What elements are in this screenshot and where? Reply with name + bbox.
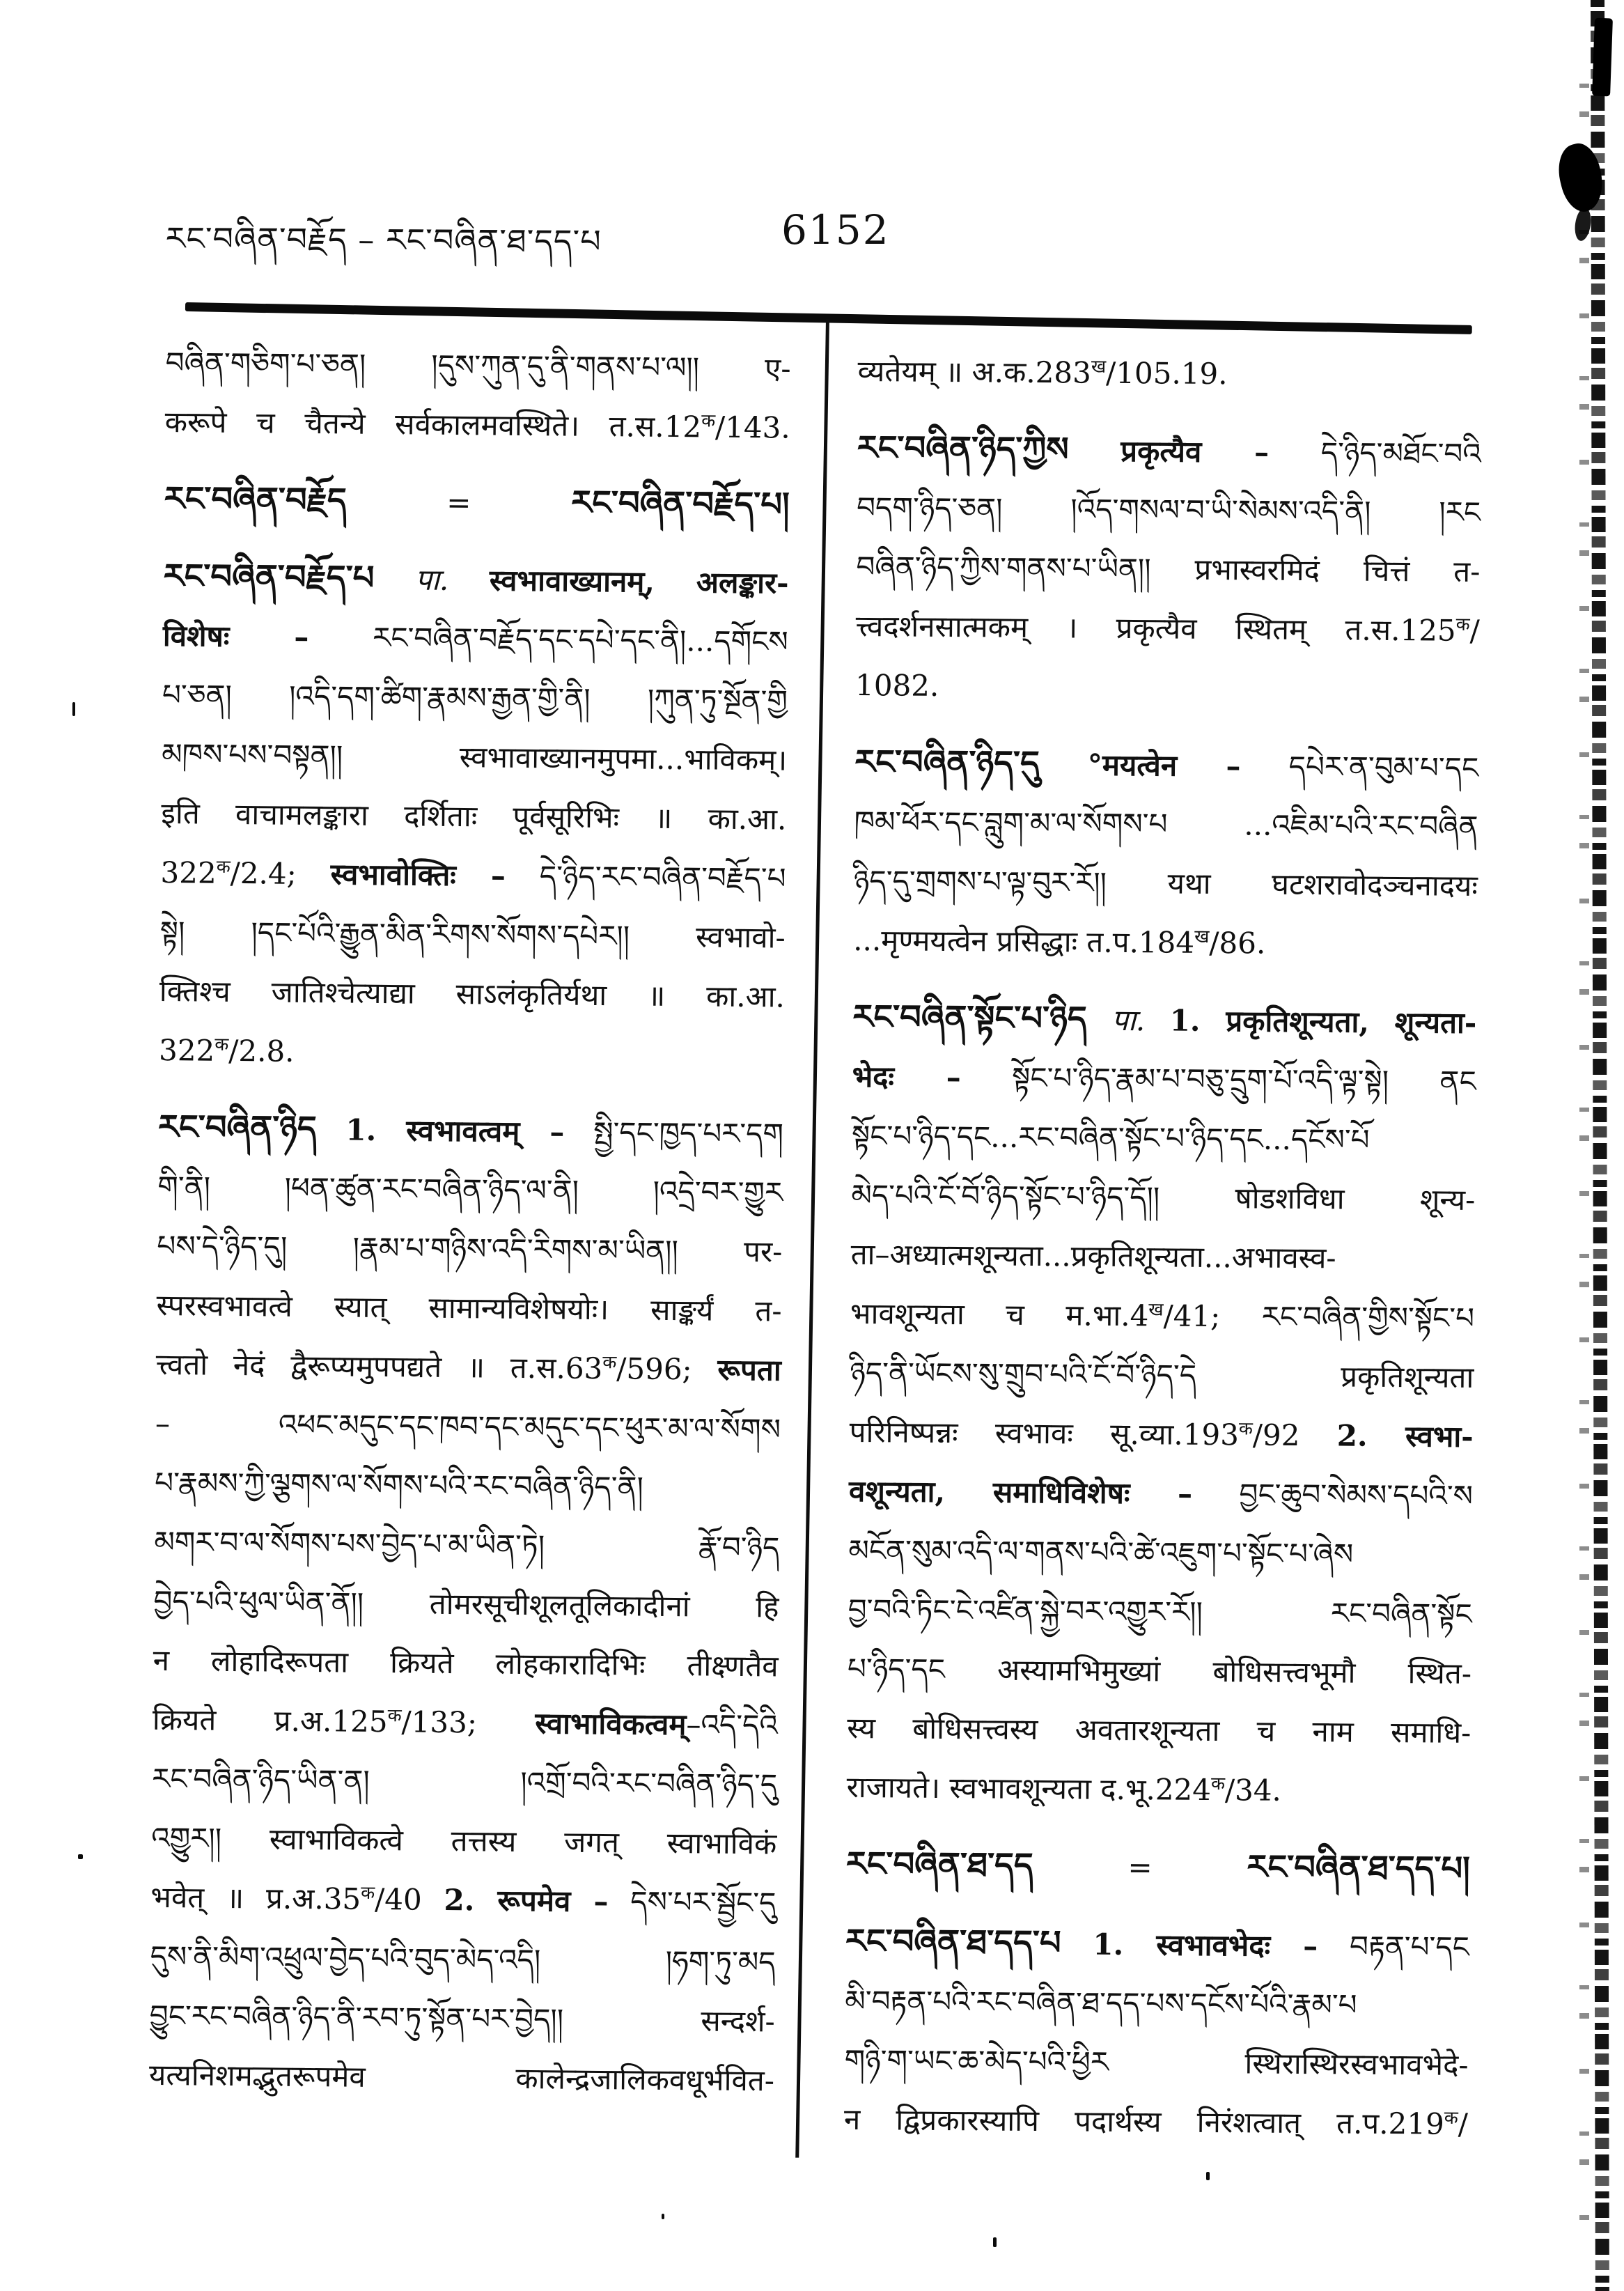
scan-speck [662, 2214, 664, 2219]
scan-artifact-edge-fringe [1579, 84, 1589, 2243]
text-segment [1068, 433, 1121, 468]
entry-equivalence-line [845, 1835, 1470, 1899]
text-segment: བྱང་ཆུབ་སེམས་དཔའི་ས [1192, 1476, 1474, 1513]
text-segment: མངོན་སུམ་འདི་ལ་གནས་པའི་ཚེ་འཇུག་པ་སྟོང་པ་ཞེས [848, 1532, 1354, 1571]
text-segment: °मयत्वेन – [1087, 747, 1241, 784]
entry-headword: རང་བཞིན་ཉིད་ཀྱིས [857, 428, 1069, 469]
entry-headword: རང་བཞིན་ཐ་དད [845, 1844, 1033, 1886]
text-segment: / [1458, 2106, 1469, 2141]
text-segment [1086, 1003, 1111, 1037]
text-segment: དེ་ཉིད་རང་བཞིན་བརྗོད་པ [505, 858, 786, 896]
text-line [854, 733, 1479, 797]
text-segment: ཉིད་དུ་གྲགས་པ་ལྟ་བུར་རོ།། यथा घटशरावोदञ्चनादयः [853, 863, 1478, 903]
text-line [854, 792, 1478, 856]
text-segment: པས་དེ་ཉིད་དུ། །རྣམ་པ་གཉིས་འདི་རིགས་མ་ཡིན།། पर- [157, 1228, 783, 1269]
dictionary-entry [845, 1835, 1470, 1899]
text-segment: /133; [401, 1704, 536, 1741]
text-line [153, 1631, 779, 1696]
text-segment: སྟོང་པ་ཉིད་དང...རང་བཞིན་སྟོང་པ་ཉིད་དང...དངོས་པོ [851, 1118, 1370, 1157]
dictionary-entry [846, 988, 1476, 1822]
text-line [152, 1690, 778, 1755]
text-segment: /596; [616, 1351, 718, 1387]
text-segment: व्यतेयम् ॥ अ.क.283 [857, 353, 1092, 390]
text-line [845, 1912, 1470, 1976]
text-segment: क [387, 1705, 402, 1727]
text-segment: स्य बोधिसत्त्वस्य अवतारशून्यता च नाम समाधि- [847, 1710, 1471, 1750]
text-segment: /86. [1209, 925, 1266, 961]
text-segment: 1. स्वभावभेदः – [1093, 1927, 1318, 1964]
text-segment: རང་བཞིན་ཉིད་ཡིན་ན། །འགྲོ་བའི་རང་བཞིན་ཉིད་དུ [151, 1761, 778, 1802]
text-segment: न लोहादिरूपता क्रियते लोहकारादिभिः तीक्ष्णतैव [153, 1642, 779, 1684]
text-segment: वशून्यता, समाधिविशेषः – [848, 1473, 1193, 1511]
right-column [844, 341, 1482, 2154]
entry-equivalence-line [164, 469, 790, 535]
text-segment: དེ་ཉིད་མཐོང་བའི [1268, 435, 1481, 472]
text-segment [1061, 1927, 1093, 1961]
text-segment: 322 [160, 855, 217, 890]
text-segment: /143. [715, 410, 790, 445]
text-segment: न द्विप्रकारस्यापि पदार्थस्य निरंशत्वात् त.प.219 [843, 2102, 1444, 2141]
text-line [844, 2090, 1469, 2154]
text-line [852, 1106, 1476, 1170]
text-segment: = [446, 485, 471, 520]
dictionary-entry [164, 469, 790, 535]
column-divider [795, 319, 829, 2158]
text-segment: དེས་པར་སྦྱོང་དུ [608, 1884, 776, 1920]
text-line [162, 724, 788, 790]
text-segment: क [1444, 2107, 1458, 2129]
scan-speck [78, 1854, 83, 1859]
text-segment: प्रकृत्यैव – [1121, 433, 1270, 469]
text-line [857, 419, 1481, 483]
text-line [162, 606, 788, 671]
text-segment: क [1238, 1418, 1254, 1440]
text-segment: ख [1091, 356, 1107, 378]
text-segment: སྟོང་པ་ཉིད་རྣམ་པ་བཅུ་དྲུག་པོ་འདི་ལྟ་སྟེ། ནང [960, 1060, 1476, 1099]
text-segment: པ་ཉིད་དང अस्यामभिमुख्यां बोधिसत्त्वभूमौ स्थित- [847, 1651, 1472, 1691]
text-segment: བརྟན་པ་དང [1318, 1929, 1470, 1964]
entry-headword: རང་བཞིན་བརྗོད [164, 479, 347, 520]
entry-headword: རང་བཞིན་སྟོང་པ་ཉིད [852, 997, 1087, 1039]
entry-headword: རང་བཞིན་ཐ་དད་པ [845, 1921, 1061, 1963]
text-segment: क [1210, 1773, 1226, 1795]
scan-speck [1206, 2172, 1210, 2180]
text-line [161, 784, 787, 849]
text-line [160, 843, 786, 908]
text-block [857, 341, 1482, 405]
text-segment: स्वाभाविकत्वम् [535, 1706, 687, 1742]
text-line [853, 910, 1478, 974]
page-number: 6152 [781, 206, 890, 254]
text-segment: བྱེད་པའི་ཕུལ་ཡིན་ནོ།། तोमरसूचीशूलतूलिकादीनां हि [153, 1583, 779, 1624]
text-segment: མེད་པའི་ངོ་བོ་ཉིད་སྟོང་པ་ཉིད་དོ།། षोडशविधा शून्य- [851, 1177, 1476, 1217]
text-line [156, 1275, 782, 1341]
text-segment: བཞིན་གཅིག་པ་ཅན། །དུས་ཀུན་དུ་ནི་གནས་པ་ལ།། ए- [165, 345, 791, 386]
text-line [852, 988, 1477, 1052]
text-segment: क [602, 1352, 617, 1374]
text-line [852, 1047, 1476, 1111]
text-line [159, 1020, 785, 1086]
text-line [158, 1098, 784, 1163]
text-line [164, 392, 790, 458]
text-line [151, 1808, 777, 1874]
text-line [854, 851, 1478, 915]
text-segment: क [361, 1882, 375, 1904]
text-segment: – འཕང་མདུང་དང་ཁབ་དང་མདུང་དང་ཕུར་མ་ལ་སོགས [155, 1406, 781, 1447]
text-segment: क्रियते प्र.अ.125 [152, 1702, 388, 1739]
text-segment: དཔེར་ན་བུམ་པ་དང [1240, 749, 1479, 786]
text-segment: क [701, 410, 716, 432]
text-segment: स्वभावाख्यानम्, अलङ्कार- [489, 563, 789, 600]
scan-speck [993, 2237, 997, 2247]
text-segment: སྤྱི་དང་ཁྱད་པར་དག [564, 1115, 784, 1151]
dictionary-entry [855, 419, 1481, 720]
text-line [155, 1394, 781, 1459]
entry-headword: རང་བཞིན་བརྗོད་པ [163, 556, 375, 598]
text-segment [448, 563, 490, 598]
text-segment: त्त्वदर्शनसात्मकम् । प्रकृत्यैव स्थितम् त.स.125 [855, 608, 1456, 648]
text-segment: གཉི་ག་ཡང་ཆ་མེད་པའི་ཕྱིར स्थिरास्थिरस्वभावभेदे- [844, 2042, 1469, 2082]
dictionary-entry [159, 547, 789, 1086]
text-segment: 1. स्वभावत्वम् – [345, 1112, 565, 1149]
text-line [850, 1284, 1475, 1348]
text-segment: མགར་བ་ལ་སོགས་པས་བྱེད་པ་མ་ཡིན་ཏེ། རྣོ་བ་ཉིད [154, 1524, 780, 1565]
text-segment: རང་བཞིན་བརྗོད་པ། [570, 483, 790, 525]
text-line [150, 1927, 776, 1992]
entry-headword: རང་བཞིན་ཉིད [157, 1107, 317, 1149]
dictionary-entry [844, 1912, 1470, 2154]
text-segment: रूपता [717, 1352, 781, 1388]
text-line [844, 2030, 1469, 2095]
scan-artifact-edge-band [1591, 0, 1609, 2291]
text-line [850, 1225, 1475, 1289]
text-line [165, 333, 791, 398]
text-segment: 1. प्रकृतिशून्यता, शून्यता- [1169, 1003, 1477, 1041]
text-line [848, 1580, 1472, 1644]
text-segment: བྱུང་རང་བཞིན་ཉིད་ནི་རབ་ཏུ་སྟོན་པར་བྱེད།། सन्दर्श- [149, 1998, 776, 2039]
text-segment: पा. [414, 562, 449, 597]
left-column [149, 333, 791, 2111]
text-line [845, 1971, 1469, 2035]
running-title: རང་བཞིན་བརྗོད – རང་བཞིན་ཐ་དད་པ [165, 219, 602, 261]
text-line [157, 1216, 783, 1282]
text-segment: མཁས་པས་བསྟན།། स्वभावाख्यानमुपमा...भाविकम्। [161, 736, 788, 777]
text-line [159, 902, 786, 968]
text-line [159, 961, 786, 1027]
text-segment: /41; རང་བཞིན་གྱིས་སྟོང་པ [1163, 1298, 1475, 1335]
text-segment: ख [1194, 926, 1210, 947]
text-segment: /2.4; [230, 855, 331, 892]
text-line [150, 1867, 776, 1933]
text-segment: = [1127, 1850, 1153, 1885]
text-segment: क [214, 1034, 229, 1055]
text-segment: བྱ་བའི་ཏིང་ངེ་འཛིན་སྐྱེ་བར་འགྱུར་རོ།། རང་བཞིན་སྟོང [848, 1592, 1472, 1631]
text-segment: /2.8. [228, 1033, 295, 1069]
dictionary-entry [149, 1098, 784, 2111]
text-segment: པ་རྣམས་ཀྱི་ལྕགས་ལ་སོགས་པའི་རང་བཞིན་ཉིད་ནི། [154, 1465, 644, 1505]
text-line [850, 1343, 1474, 1407]
text-segment: དུས་ནི་མིག་འཕྲུལ་བྱེད་པའི་བུད་མེད་འདི། །ཧག་ཏུ་མད [150, 1939, 776, 1980]
text-line [849, 1461, 1474, 1525]
text-line [849, 1402, 1474, 1466]
text-line [848, 1639, 1472, 1703]
text-segment: करूपे च चैतन्ये सर्वकालमवस्थिते। त.स.12 [164, 404, 702, 444]
text-line [857, 341, 1482, 405]
text-line [855, 596, 1480, 660]
text-segment [1040, 747, 1088, 782]
text-segment: पा. [1111, 1002, 1146, 1038]
scan-speck [72, 702, 75, 716]
text-segment [316, 1112, 345, 1147]
text-line [856, 537, 1481, 601]
text-segment: གི་ནི། །ཕན་ཚུན་རང་བཞིན་ཉིད་ལ་ནི། །འདྲེ་བར་གྱུར [157, 1169, 783, 1210]
text-line [848, 1521, 1473, 1585]
text-segment: –འདི་དེའི [686, 1707, 779, 1743]
text-block [164, 333, 791, 458]
text-line [157, 1157, 783, 1222]
text-segment: ཉིད་ནི་ཡོངས་སུ་གྲུབ་པའི་ངོ་བོ་ཉིད་དེ प्रकृतिशून्यता [850, 1355, 1474, 1395]
text-segment: / [1469, 613, 1480, 649]
text-segment: མི་བརྟན་པའི་རང་བཞིན་ཐ་དད་པས་དངོས་པོའི་རྣམ་པ [845, 1983, 1357, 2022]
text-line [847, 1698, 1471, 1762]
text-segment: भावशून्यता च म.भा.4 [850, 1296, 1149, 1333]
text-segment: 2. रूपमेव – [444, 1882, 609, 1919]
text-segment: क [1455, 614, 1470, 635]
text-segment: ...मृण्मयत्वेन प्रसिद्धाः त.प.184 [853, 922, 1195, 960]
text-segment: རང་བཞིན་ཐ་དད་པ། [1247, 1847, 1471, 1888]
text-line [149, 2045, 775, 2111]
text-segment: ख [1148, 1299, 1164, 1321]
text-segment: क्तिश्च जातिश्चेत्याद्या साऽलंकृतिर्यथा ॥ का.आ. [159, 973, 786, 1014]
text-segment: स्परस्वभावत्वे स्यात् सामान्यविशेषयोः। साङ्कर्यं त- [156, 1287, 782, 1328]
text-segment: འགྱུར།། स्वाभाविकत्वे तत्तस्य जगत् स्वाभाविकं [151, 1820, 777, 1861]
text-line [162, 665, 788, 731]
text-segment: 322 [158, 1032, 215, 1068]
text-segment: परिनिष्पन्नः स्वभावः सू.व्या.193 [849, 1414, 1240, 1452]
text-line [152, 1749, 778, 1815]
text-segment: /34. [1224, 1773, 1282, 1808]
text-segment: यत्यनिशमद्भुतरूपमेव कालेन्द्रजालिकवधूर्भवित- [148, 2057, 775, 2098]
text-line [154, 1512, 780, 1578]
text-line [155, 1453, 781, 1519]
text-segment: པ་ཅན། །འདི་དག་ཚིག་རྣམས་རྒྱན་གྱི་ནི། །ཀུན་ཏུ་སྔོན་གྱི [162, 677, 788, 718]
text-segment: 2. स्वभा- [1336, 1418, 1474, 1454]
text-segment: स्वभावोक्तिः – [330, 857, 506, 893]
text-segment: བཞིན་ཉིད་ཀྱིས་གནས་པ་ཡིན།། प्रभास्वरमिदं चित्तं त- [856, 549, 1481, 589]
text-line [153, 1571, 779, 1637]
text-segment: རང་བཞིན་བརྗོད་དང་དཔེ་དང་ནི།...དགོངས [309, 619, 789, 659]
dictionary-entry [853, 733, 1479, 974]
text-line [149, 1986, 775, 2051]
text-segment: 1082. [854, 667, 939, 703]
scan-artifact-top-streak [1592, 18, 1613, 97]
text-segment: སྟེ། །དང་པོའི་རྒྱུན་མིན་རིགས་སོགས་དཔེར།། स्वभावो- [159, 914, 786, 955]
text-segment: བདག་ཉིད་ཅན། །འོད་གསལ་བ་ཡི་སེམས་འདི་ནི། །རང [856, 490, 1481, 530]
text-segment: राजायते। स्वभावशून्यता द.भू.224 [846, 1769, 1212, 1808]
text-segment: /40 [374, 1881, 444, 1917]
text-segment: भवेत् ॥ प्र.अ.35 [150, 1879, 361, 1916]
text-line [855, 655, 1480, 720]
entry-headword: རང་བཞིན་ཉིད་དུ [854, 742, 1040, 784]
text-segment [1145, 1003, 1170, 1037]
text-segment: /105.19. [1105, 355, 1228, 391]
text-line [846, 1757, 1471, 1822]
text-segment: ता–अध्यात्मशून्यता...प्रकृतिशून्यता...अभावस्व- [850, 1236, 1336, 1275]
text-segment: विशेषः – [162, 618, 309, 654]
text-segment [374, 562, 415, 597]
text-segment: भेदः – [852, 1059, 961, 1095]
text-line [163, 547, 789, 612]
text-line [851, 1165, 1476, 1229]
text-segment: ཁམ་ཕོར་དང་བླུག་མ་ལ་སོགས་པ ...འཇིམ་པའི་རང་བཞིན [854, 804, 1478, 844]
text-line [155, 1335, 781, 1400]
text-segment: त्त्वतो नेदं द्वैरूप्यमुपपद्यते ॥ त.स.63 [155, 1346, 603, 1386]
text-segment: इति वाचामलङ्कारा दर्शिताः पूर्वसूरिभिः ॥ का.आ. [161, 795, 787, 837]
text-line [857, 478, 1481, 542]
text-segment: क [216, 856, 231, 878]
scan-artifact-blob-small [1573, 207, 1593, 242]
text-segment: /92 [1252, 1418, 1337, 1453]
